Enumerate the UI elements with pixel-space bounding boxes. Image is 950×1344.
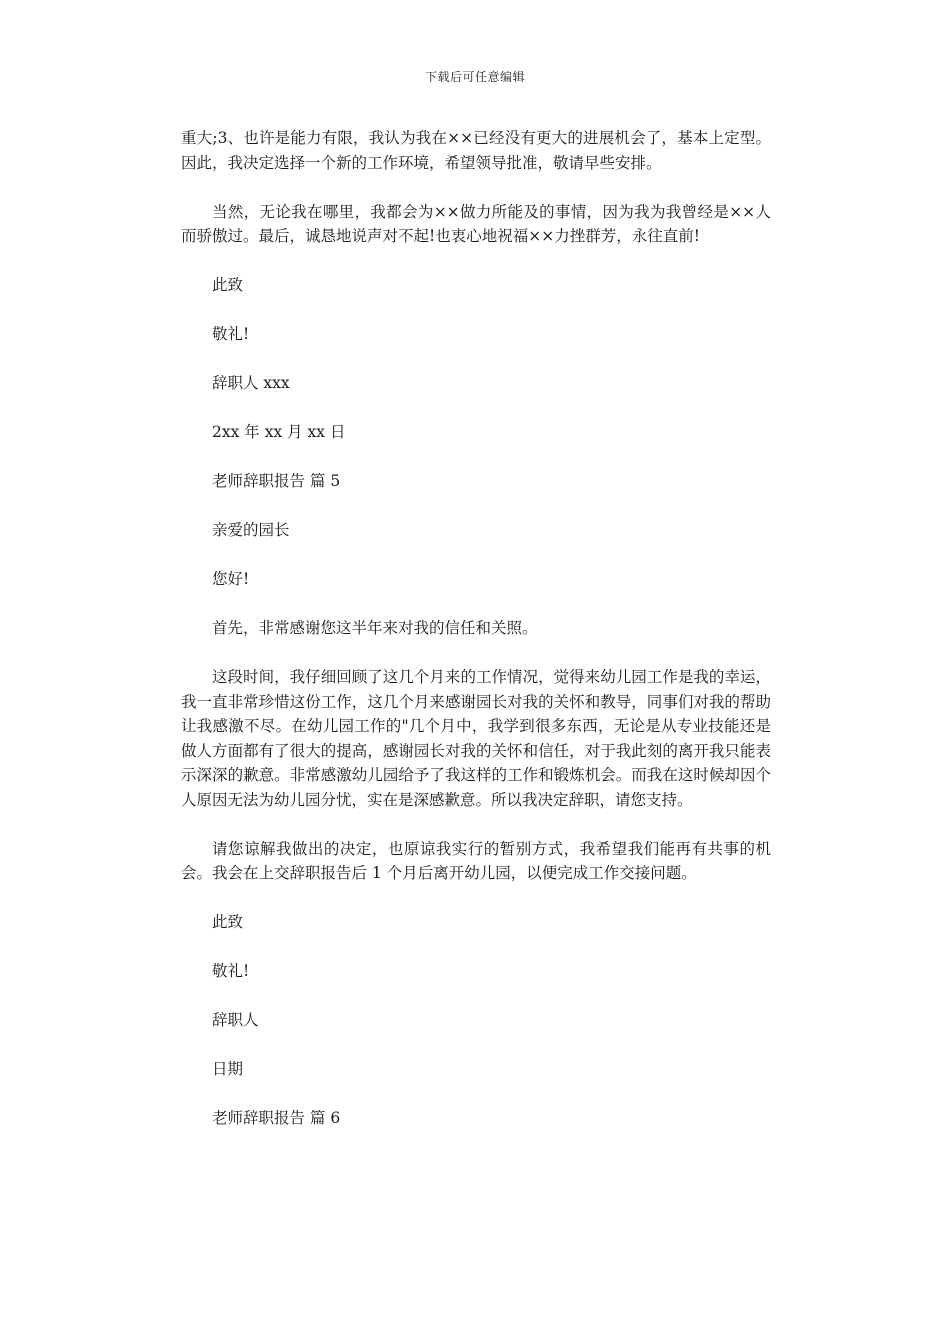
closing-cizhi-2: 此致 [212, 913, 244, 931]
page-header: 下载后可任意编辑 [424, 70, 525, 84]
signature-name: 辞职人 xxx [212, 374, 290, 392]
paragraph-thanks: 首先，非常感谢您这半年来对我的信任和关照。 [212, 619, 538, 637]
document-body [181, 126, 771, 1155]
signature-name-2: 辞职人 [212, 1011, 259, 1029]
signature-date-2: 日期 [212, 1060, 244, 1078]
closing-jingli: 敬礼! [212, 325, 250, 343]
paragraph-review: 这段时间，我仔细回顾了这几个月来的工作情况，觉得来幼儿园工作是我的幸运，我一直非常珍惜这份工作，这几个月来感谢园长对我的关怀和教导，同事们对我的帮助让我感激不尽。在幼儿园工作的"几个月中，我学到很多东西，无论是从专业技能还是做人方面都有了很大的提高，感谢园长对我的关怀和信任，对于我此刻的离开我只能表示深深的歉意。非常感激幼儿园给予了我这样的工作和锻炼机会。而我在这时候却因个人原因无法为幼儿园分忧，实在是深感歉意。所以我决定辞职，请您支持。 [181, 668, 771, 809]
salutation: 亲爱的园长 [212, 521, 290, 539]
signature-date: 2xx 年 xx 月 xx 日 [212, 423, 346, 441]
paragraph-understanding: 请您谅解我做出的决定，也原谅我实行的暂别方式，我希望我们能再有共事的机会。我会在上交辞职报告后 1 个月后离开幼儿园，以便完成工作交接问题。 [181, 839, 771, 882]
paragraph-reasons-continued: 重大;3、也许是能力有限，我认为我在××已经没有更大的进展机会了，基本上定型。因此，我决定选择一个新的工作环境，希望领导批准，敬请早些安排。 [181, 129, 771, 172]
greeting: 您好! [212, 570, 250, 588]
section-title-6: 老师辞职报告 篇 6 [212, 1109, 341, 1127]
closing-jingli-2: 敬礼! [212, 962, 250, 980]
paragraph-apology: 当然，无论我在哪里，我都会为××做力所能及的事情，因为我为我曾经是××人而骄傲过。最后，诚恳地说声对不起!也衷心地祝福××力挫群芳，永往直前! [181, 202, 771, 245]
section-title-5: 老师辞职报告 篇 5 [212, 472, 341, 490]
closing-cizhi: 此致 [212, 276, 244, 294]
